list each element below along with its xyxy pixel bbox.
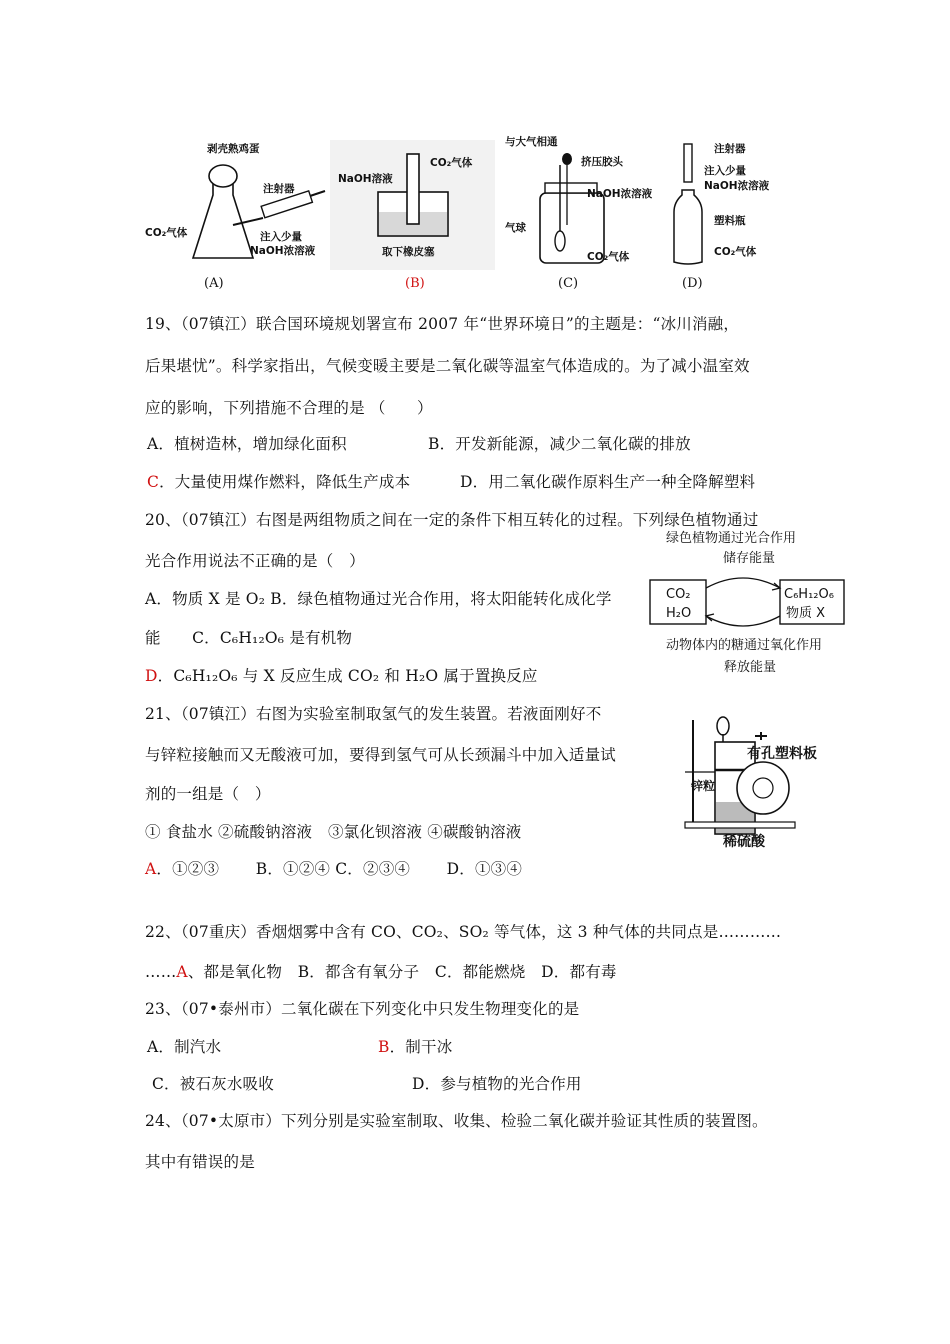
label-co2-b: CO₂气体	[430, 157, 473, 169]
q22-line2-prefix: ……	[145, 963, 177, 981]
q21-line2: 与锌粒接触而又无酸液可加，要得到氢气可从长颈漏斗中加入适量试	[145, 746, 617, 764]
q19-option-a: A．植树造林，增加绿化面积	[147, 435, 347, 453]
q19-option-c-text: ．大量使用煤作燃料，降低生产成本	[159, 473, 411, 491]
label-inject-d: 注入少量	[704, 165, 746, 177]
q23-option-b	[378, 1035, 452, 1057]
label-egg: 剥壳熟鸡蛋	[207, 143, 260, 155]
label-air: 与大气相通	[505, 136, 558, 148]
figure-b	[330, 140, 495, 270]
q20-bottom1: 动物体内的糖通过氧化作用	[666, 638, 823, 653]
q20-top2: 储存能量	[723, 551, 776, 566]
q19-option-c	[147, 470, 410, 492]
label-co2-d: CO₂气体	[714, 246, 757, 258]
q23-line1: 23、（07•泰州市）二氧化碳在下列变化中只发生物理变化的是	[145, 1000, 580, 1018]
q19-line3: 应的影响，下列措施不合理的是 （ ）	[145, 399, 433, 417]
label-syringe: 注射器	[263, 183, 295, 195]
label-balloon: 气球	[505, 222, 526, 234]
figure-c-label: (C)	[558, 276, 579, 291]
q20-right1: C₆H₁₂O₆	[784, 587, 834, 602]
label-naoh: NaOH浓溶液	[250, 245, 316, 257]
figure-d-label: (D)	[682, 276, 703, 291]
label-naoh-d: NaOH浓溶液	[704, 180, 770, 192]
q23-answer-letter: B	[378, 1038, 390, 1056]
q20-line2: 光合作用说法不正确的是（ ）	[145, 552, 365, 570]
q22-answer-letter: A	[176, 963, 188, 981]
q20-answer-letter: D	[145, 667, 158, 685]
q21-diagram	[685, 712, 845, 852]
q20-right2: 物质 X	[786, 606, 826, 621]
label-inject: 注入少量	[260, 231, 302, 243]
q21-label-zinc: 锌粒	[691, 779, 716, 793]
label-bottle: 塑料瓶	[714, 215, 746, 227]
label-syringe-d: 注射器	[714, 143, 746, 155]
q21-answers	[145, 857, 522, 879]
figure-d	[670, 140, 800, 270]
q21-line3: 剂的一组是（ ）	[145, 785, 271, 803]
q22-line2-text: 、都是氧化物 B．都含有氧分子 C．都能燃烧 D．都有毒	[187, 963, 617, 981]
label-co2: CO₂气体	[145, 227, 188, 239]
q21-answers-text: ．①②③ B．①②④ C．②③④ D．①③④	[156, 860, 523, 878]
q23-option-a: A．制汽水	[147, 1038, 222, 1056]
q20-bottom2: 释放能量	[724, 660, 777, 675]
q21-answer-letter: A	[145, 860, 157, 878]
q19-line2: 后果堪忧”。科学家指出，气候变暖主要是二氧化碳等温室气体造成的。为了减小温室效	[145, 357, 750, 375]
label-naoh-b: NaOH溶液	[338, 173, 393, 185]
q19-option-b: B．开发新能源，减少二氧化碳的排放	[428, 435, 691, 453]
q20-left2: H₂O	[666, 606, 692, 621]
q23-option-d: D．参与植物的光合作用	[412, 1075, 582, 1093]
q24-line1: 24、（07•太原市）下列分别是实验室制取、收集、检验二氧化碳并验证其性质的装置图。	[145, 1112, 768, 1130]
q21-label-plate: 有孔塑料板	[747, 746, 817, 762]
q21-line4: ① 食盐水 ②硫酸钠溶液 ③氯化钡溶液 ④碳酸钠溶液	[145, 823, 522, 841]
q19-line1: 19、（07镇江）联合国环境规划署宣布 2007 年“世界环境日”的主题是：“冰川消融，	[145, 315, 740, 333]
q19-answer-letter: C	[147, 473, 160, 491]
figure-b-label: (B)	[405, 276, 425, 291]
q19-option-d: D．用二氧化碳作原料生产一种全降解塑料	[460, 473, 756, 491]
q20-line3: A．物质 X 是 O₂ B．绿色植物通过光合作用，将太阳能转化成化学	[145, 590, 612, 608]
q20-line1: 20、（07镇江）右图是两组物质之间在一定的条件下相互转化的过程。下列绿色植物通过	[145, 511, 759, 529]
label-co2-c: CO₂气体	[587, 251, 630, 263]
figure-c	[505, 135, 665, 270]
q20-line5-text: ．C₆H₁₂O₆ 与 X 反应生成 CO₂ 和 H₂O 属于置换反应	[157, 667, 538, 685]
q23-option-c: C．被石灰水吸收	[152, 1075, 274, 1093]
q22-line1: 22、（07重庆）香烟烟雾中含有 CO、CO₂、SO₂ 等气体，这 3 种气体的共同点是…………	[145, 923, 782, 941]
label-squeeze: 挤压胶头	[581, 156, 623, 168]
q21-line1: 21、（07镇江）右图为实验室制取氢气的发生装置。若液面刚好不	[145, 705, 602, 723]
q24-line2: 其中有错误的是	[145, 1153, 255, 1171]
q21-label-acid: 稀硫酸	[723, 834, 765, 850]
q23-option-b-text: ．制干冰	[389, 1038, 453, 1056]
q20-diagram	[648, 528, 848, 678]
q22-line2	[145, 960, 617, 982]
q20-line5	[145, 664, 538, 686]
figure-a-label: (A)	[204, 276, 224, 291]
label-naoh-c: NaOH浓溶液	[587, 188, 653, 200]
label-plug: 取下橡皮塞	[382, 246, 435, 258]
figure-a	[145, 140, 335, 270]
q20-top1: 绿色植物通过光合作用	[666, 531, 797, 546]
q20-line4: 能 C．C₆H₁₂O₆ 是有机物	[145, 629, 353, 647]
q20-left1: CO₂	[666, 587, 691, 602]
